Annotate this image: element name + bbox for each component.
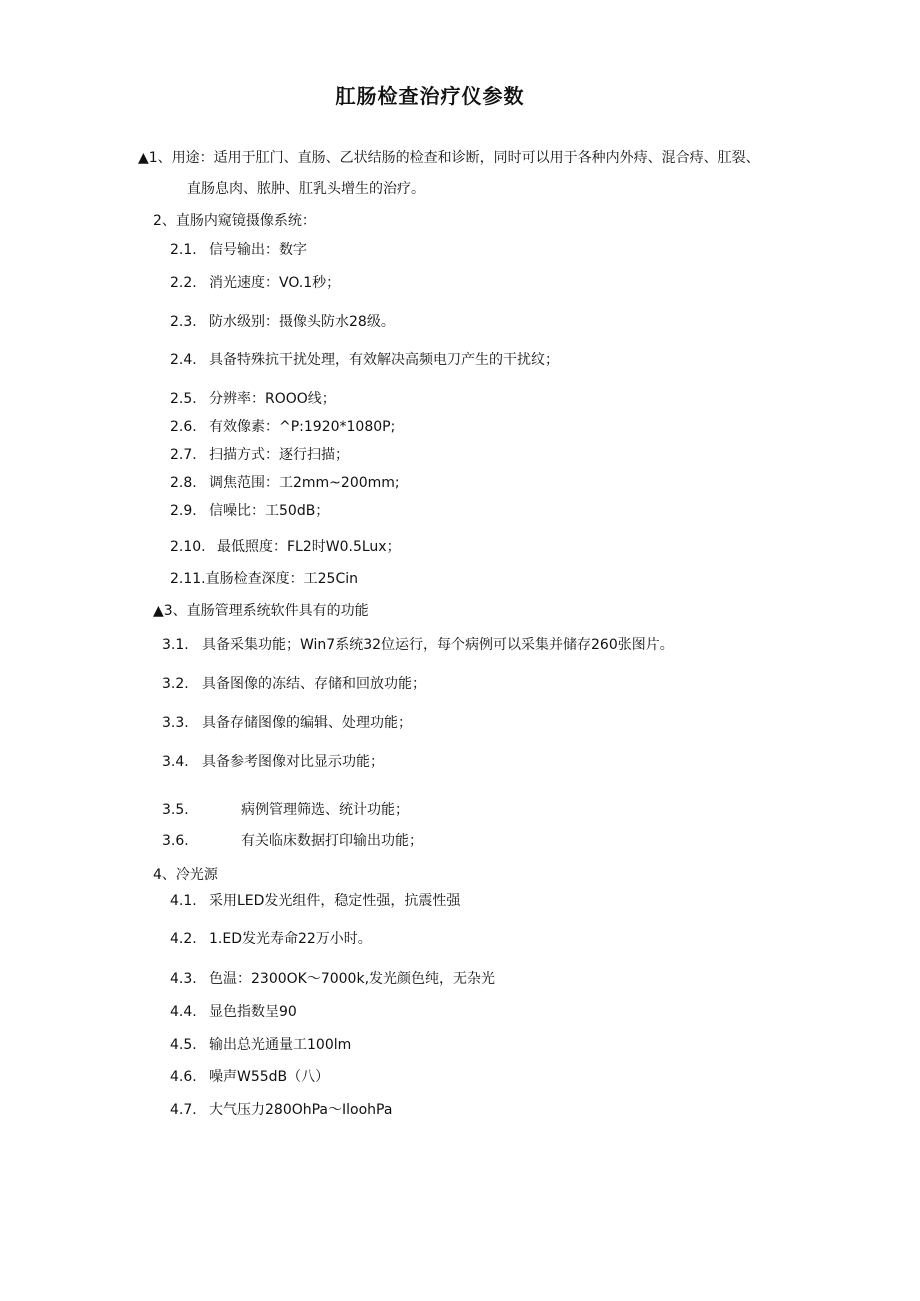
item-text: 最低照度：FL2时W0.5Lux； [217,539,401,555]
spec-line [170,569,358,589]
item-number: 2.9. [170,503,197,519]
item-number: 4.5. [170,1037,197,1053]
item-text: 有效像素：^P:1920*1080P; [209,419,396,435]
item-number: 4.1. [170,893,197,909]
item-text: 调焦范围：工2mm~200mm; [209,475,400,491]
spec-line [153,211,316,231]
item-text: 信号输出：数字 [209,242,307,258]
spec-line [170,445,349,465]
item-text: 具备采集功能；Win7系统32位运行，每个病例可以采集并储存260张图片。 [202,637,674,653]
item-number: 3.6. [162,833,189,849]
item-number: 2.6. [170,419,197,435]
item-text: 用途：适用于肛门、直肠、乙状结肠的检查和诊断，同时可以用于各种内外痔、混合痔、肛裂、 [171,150,760,166]
item-number: 2.1. [170,242,197,258]
item-number: 3.1. [162,637,189,653]
spec-line [162,674,426,694]
item-text: 分辨率：ROOO线； [209,391,336,407]
item-text: 直肠息肉、脓肿、肛乳头增生的治疗。 [187,181,425,197]
spec-line [170,240,307,260]
item-number: 4.4. [170,1004,197,1020]
spec-line [170,1067,329,1087]
item-number: ▲1、 [138,150,172,166]
spec-line [170,537,401,557]
item-number: 3.2. [162,676,189,692]
item-text: 具备参考图像对比显示功能； [202,754,384,770]
spec-line [162,831,423,851]
spec-line [170,1035,351,1055]
spec-line [170,273,340,293]
item-text: 直肠检查深度：工25Cin [205,571,358,587]
item-text: 色温：2300OK～7000k,发光颜色纯，无杂光 [209,971,496,987]
item-text: 具备图像的冻结、存储和回放功能； [202,676,426,692]
item-number: 4.3. [170,971,197,987]
item-text: 输出总光通量工100lm [209,1037,352,1053]
item-number: 2.10. [170,539,206,555]
item-number: ▲3、 [153,603,187,619]
item-number: 3.4. [162,754,189,770]
item-number: 2.8. [170,475,197,491]
spec-line [170,1100,392,1120]
item-text: 防水级别：摄像头防水28级。 [209,314,395,330]
item-number: 4.6. [170,1069,197,1085]
item-number: 2.4. [170,352,197,368]
item-text: 大气压力280OhPa～IloohPa [209,1102,393,1118]
spec-line [170,1002,297,1022]
spec-line [170,891,460,911]
spec-line [187,179,425,199]
item-text: 显色指数呈90 [209,1004,297,1020]
item-number: 2.5. [170,391,197,407]
spec-line [170,473,400,493]
spec-line [153,865,218,885]
spec-line [170,312,395,332]
item-number: 4.2. [170,931,197,947]
item-number: 2.3. [170,314,197,330]
item-text: 直肠管理系统软件具有的功能 [186,603,369,619]
spec-line [170,350,559,370]
item-text: 扫描方式：逐行扫描； [209,447,349,463]
spec-line [138,148,760,168]
item-text: 噪声W55dB（八） [209,1069,330,1085]
item-number: 4、 [153,867,176,883]
item-text: 具备存储图像的编辑、处理功能； [202,715,412,731]
spec-line [170,929,372,949]
item-number: 2.2. [170,275,197,291]
spec-line [162,635,674,655]
document-title: 肛肠检查治疗仪参数 [335,84,525,108]
item-number: 2.11. [170,571,206,587]
spec-line [170,417,395,437]
item-number: 3.3. [162,715,189,731]
spec-line [162,800,409,820]
item-text: 信噪比：工50dB； [209,503,330,519]
item-text: 1.ED发光寿命22万小时。 [209,931,372,947]
item-text: 采用LED发光组件，稳定性强，抗震性强 [209,893,461,909]
item-text: 消光速度：VO.1秒； [209,275,341,291]
spec-line [170,389,336,409]
item-number: 2.7. [170,447,197,463]
item-text: 具备特殊抗干扰处理，有效解决高频电刀产生的干扰纹； [209,352,559,368]
spec-line [162,752,384,772]
item-text: 直肠内窥镜摄像系统： [175,213,316,229]
item-text: 冷光源 [175,867,218,883]
spec-line [162,713,412,733]
item-number: 3.5. [162,802,189,818]
item-number: 4.7. [170,1102,197,1118]
spec-line [170,969,495,989]
item-text: 病例管理筛选、统计功能； [241,802,409,818]
spec-line [153,601,369,621]
item-text: 有关临床数据打印输出功能； [241,833,423,849]
spec-line [170,501,329,521]
item-number: 2、 [153,213,176,229]
